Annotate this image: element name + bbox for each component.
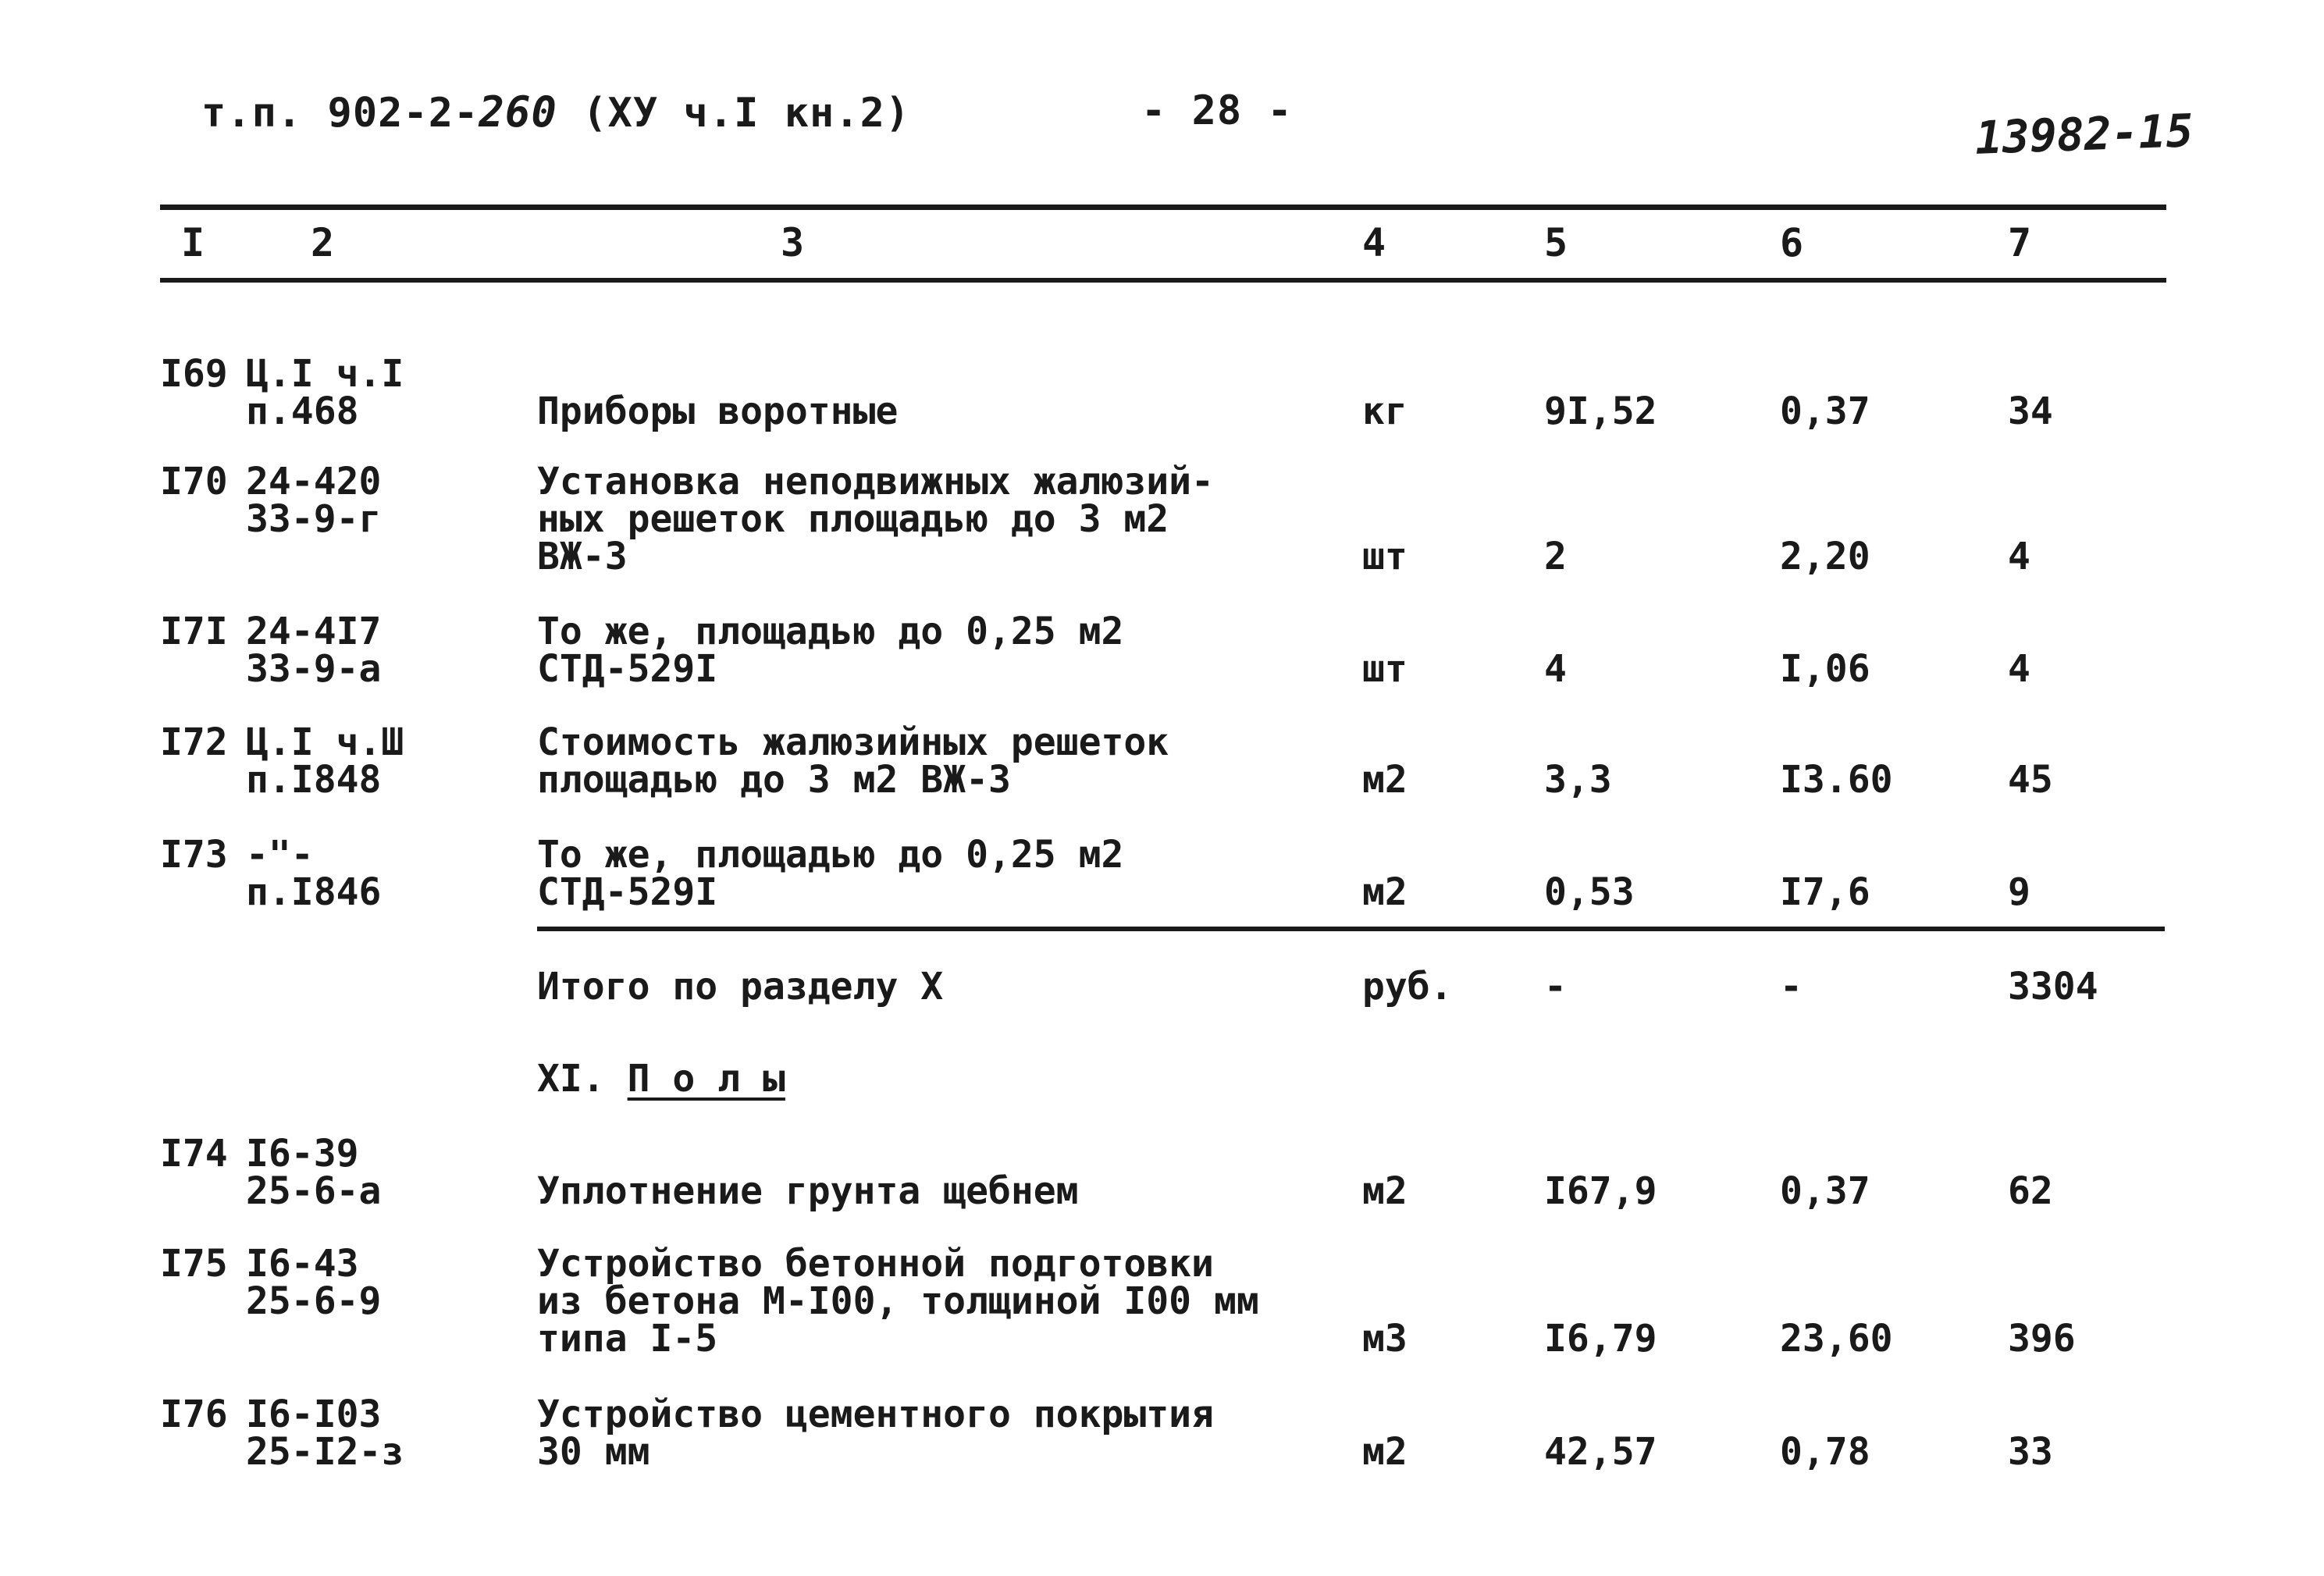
row-description-line: Приборы воротные [537,390,899,433]
column-header-4: 4 [1362,220,1386,265]
row-unit: шт [1362,647,1408,691]
row-code [246,352,404,433]
row-description [537,390,899,433]
subtotal-unit: руб. [1362,965,1453,1009]
row-code [246,1132,382,1213]
row-unit: кг [1362,390,1408,433]
page-number: - 28 - [1141,87,1293,134]
row-description [537,1393,1214,1474]
row-code-line: 33-9-а [246,647,382,691]
column-header-3: 3 [781,220,805,265]
row-unit-price: 0,37 [1780,1169,1870,1213]
row-quantity: 0,53 [1544,870,1635,914]
row-description-line: типа I-5 [537,1317,718,1361]
row-quantity: 9I,52 [1544,390,1657,433]
row-code [246,610,382,691]
row-code [246,1393,404,1474]
row-code-line: п.I848 [246,758,382,802]
row-unit-price: I,06 [1780,647,1870,691]
row-unit: м2 [1362,758,1408,802]
row-total: 62 [2008,1169,2053,1213]
column-header-5: 5 [1544,220,1568,265]
row-description-line: Устройство бетонной подготовки [537,1242,1214,1286]
row-code [246,1242,382,1323]
subtotal-rule [537,927,2165,931]
row-code-line: I6-39 [246,1132,359,1176]
row-description-line: ВЖ-3 [537,535,628,578]
row-unit: м2 [1362,1169,1408,1213]
header-bottom-rule [160,278,2166,283]
row-code-line: 33-9-г [246,497,382,541]
row-code-line: 25-I2-з [246,1430,404,1474]
row-total: 4 [2008,647,2030,691]
column-header-2: 2 [311,220,335,265]
reference-code-handwritten: 13982-15 [1973,104,2194,165]
row-description-line: ных решеток площадью до 3 м2 [537,497,1169,541]
row-code-line: 24-4I7 [246,610,382,653]
subtotal-total: 3304 [2008,965,2098,1009]
row-total: 45 [2008,758,2053,802]
row-code-line: Ц.I ч.I [246,352,404,396]
row-number: I76 [160,1393,228,1436]
row-description-line: То же, площадью до 0,25 м2 [537,610,1124,653]
row-description-line: Уплотнение грунта щебнем [537,1169,1079,1213]
row-unit-price: 0,37 [1780,390,1870,433]
row-quantity: 3,3 [1544,758,1612,802]
row-quantity: 2 [1544,535,1567,578]
row-unit-price: 2,20 [1780,535,1870,578]
row-number: I70 [160,460,228,503]
row-unit-price: 0,78 [1780,1430,1870,1474]
row-code [246,833,382,914]
row-description-line: Стоимость жалюзийных решеток [537,720,1169,764]
row-description-line: площадью до 3 м2 ВЖ-3 [537,758,1011,802]
row-code [246,720,404,802]
row-description-line: Устройство цементного покрытия [537,1393,1214,1436]
row-code-line: I6-I03 [246,1393,382,1436]
row-unit: м2 [1362,1430,1408,1474]
row-description-line: из бетона М-I00, толщиной I00 мм [537,1279,1259,1323]
top-rule [160,205,2166,210]
row-unit: м3 [1362,1317,1408,1361]
row-description-line: То же, площадью до 0,25 м2 [537,833,1124,877]
row-code-line: Ц.I ч.Ш [246,720,404,764]
section-title: П о л ы [627,1057,785,1101]
row-unit: м2 [1362,870,1408,914]
column-header-1: I [181,220,205,265]
row-total: 9 [2008,870,2030,914]
row-total: 396 [2008,1317,2076,1361]
row-unit-price: 23,60 [1780,1317,1893,1361]
row-quantity: I6,79 [1544,1317,1657,1361]
row-description-line: СТД-529I [537,870,718,914]
row-code-line: I6-43 [246,1242,359,1286]
row-quantity: I67,9 [1544,1169,1657,1213]
row-description [537,610,1124,691]
row-code-line: 25-6-а [246,1169,382,1213]
column-header-7: 7 [2008,220,2032,265]
row-number: I74 [160,1132,228,1176]
row-number: I73 [160,833,228,877]
row-number: I75 [160,1242,228,1286]
row-code-line: 24-420 [246,460,382,503]
section-number: XI. [537,1057,605,1101]
row-total: 34 [2008,390,2053,433]
row-unit-price: I7,6 [1780,870,1870,914]
subtotal-price: - [1780,965,1803,1009]
document-code [201,87,910,137]
row-code-line: п.I846 [246,870,382,914]
row-number: I7I [160,610,228,653]
row-total: 4 [2008,535,2030,578]
subtotal-label: Итого по разделу X [537,965,944,1009]
row-number: I69 [160,352,228,396]
row-code-line: 25-6-9 [246,1279,382,1323]
row-description [537,1169,1079,1213]
row-description [537,460,1214,578]
doc-suffix: (ХУ ч.I кн.2) [582,90,911,137]
doc-number-handwritten: 260 [479,87,557,137]
row-description [537,720,1169,802]
row-quantity: 4 [1544,647,1567,691]
row-total: 33 [2008,1430,2053,1474]
row-description-line: СТД-529I [537,647,718,691]
row-unit: шт [1362,535,1408,578]
section-heading [537,1057,785,1101]
column-header-6: 6 [1780,220,1804,265]
row-code [246,460,382,541]
row-unit-price: I3.60 [1780,758,1893,802]
row-description-line: Установка неподвижных жалюзий- [537,460,1214,503]
subtotal-quantity: - [1544,965,1567,1009]
doc-prefix: т.п. 902-2- [201,90,479,137]
row-code-line: -"- [246,833,314,877]
row-description [537,1242,1259,1361]
row-code-line: п.468 [246,390,359,433]
row-number: I72 [160,720,228,764]
row-description [537,833,1124,914]
row-description-line: 30 мм [537,1430,650,1474]
row-quantity: 42,57 [1544,1430,1657,1474]
